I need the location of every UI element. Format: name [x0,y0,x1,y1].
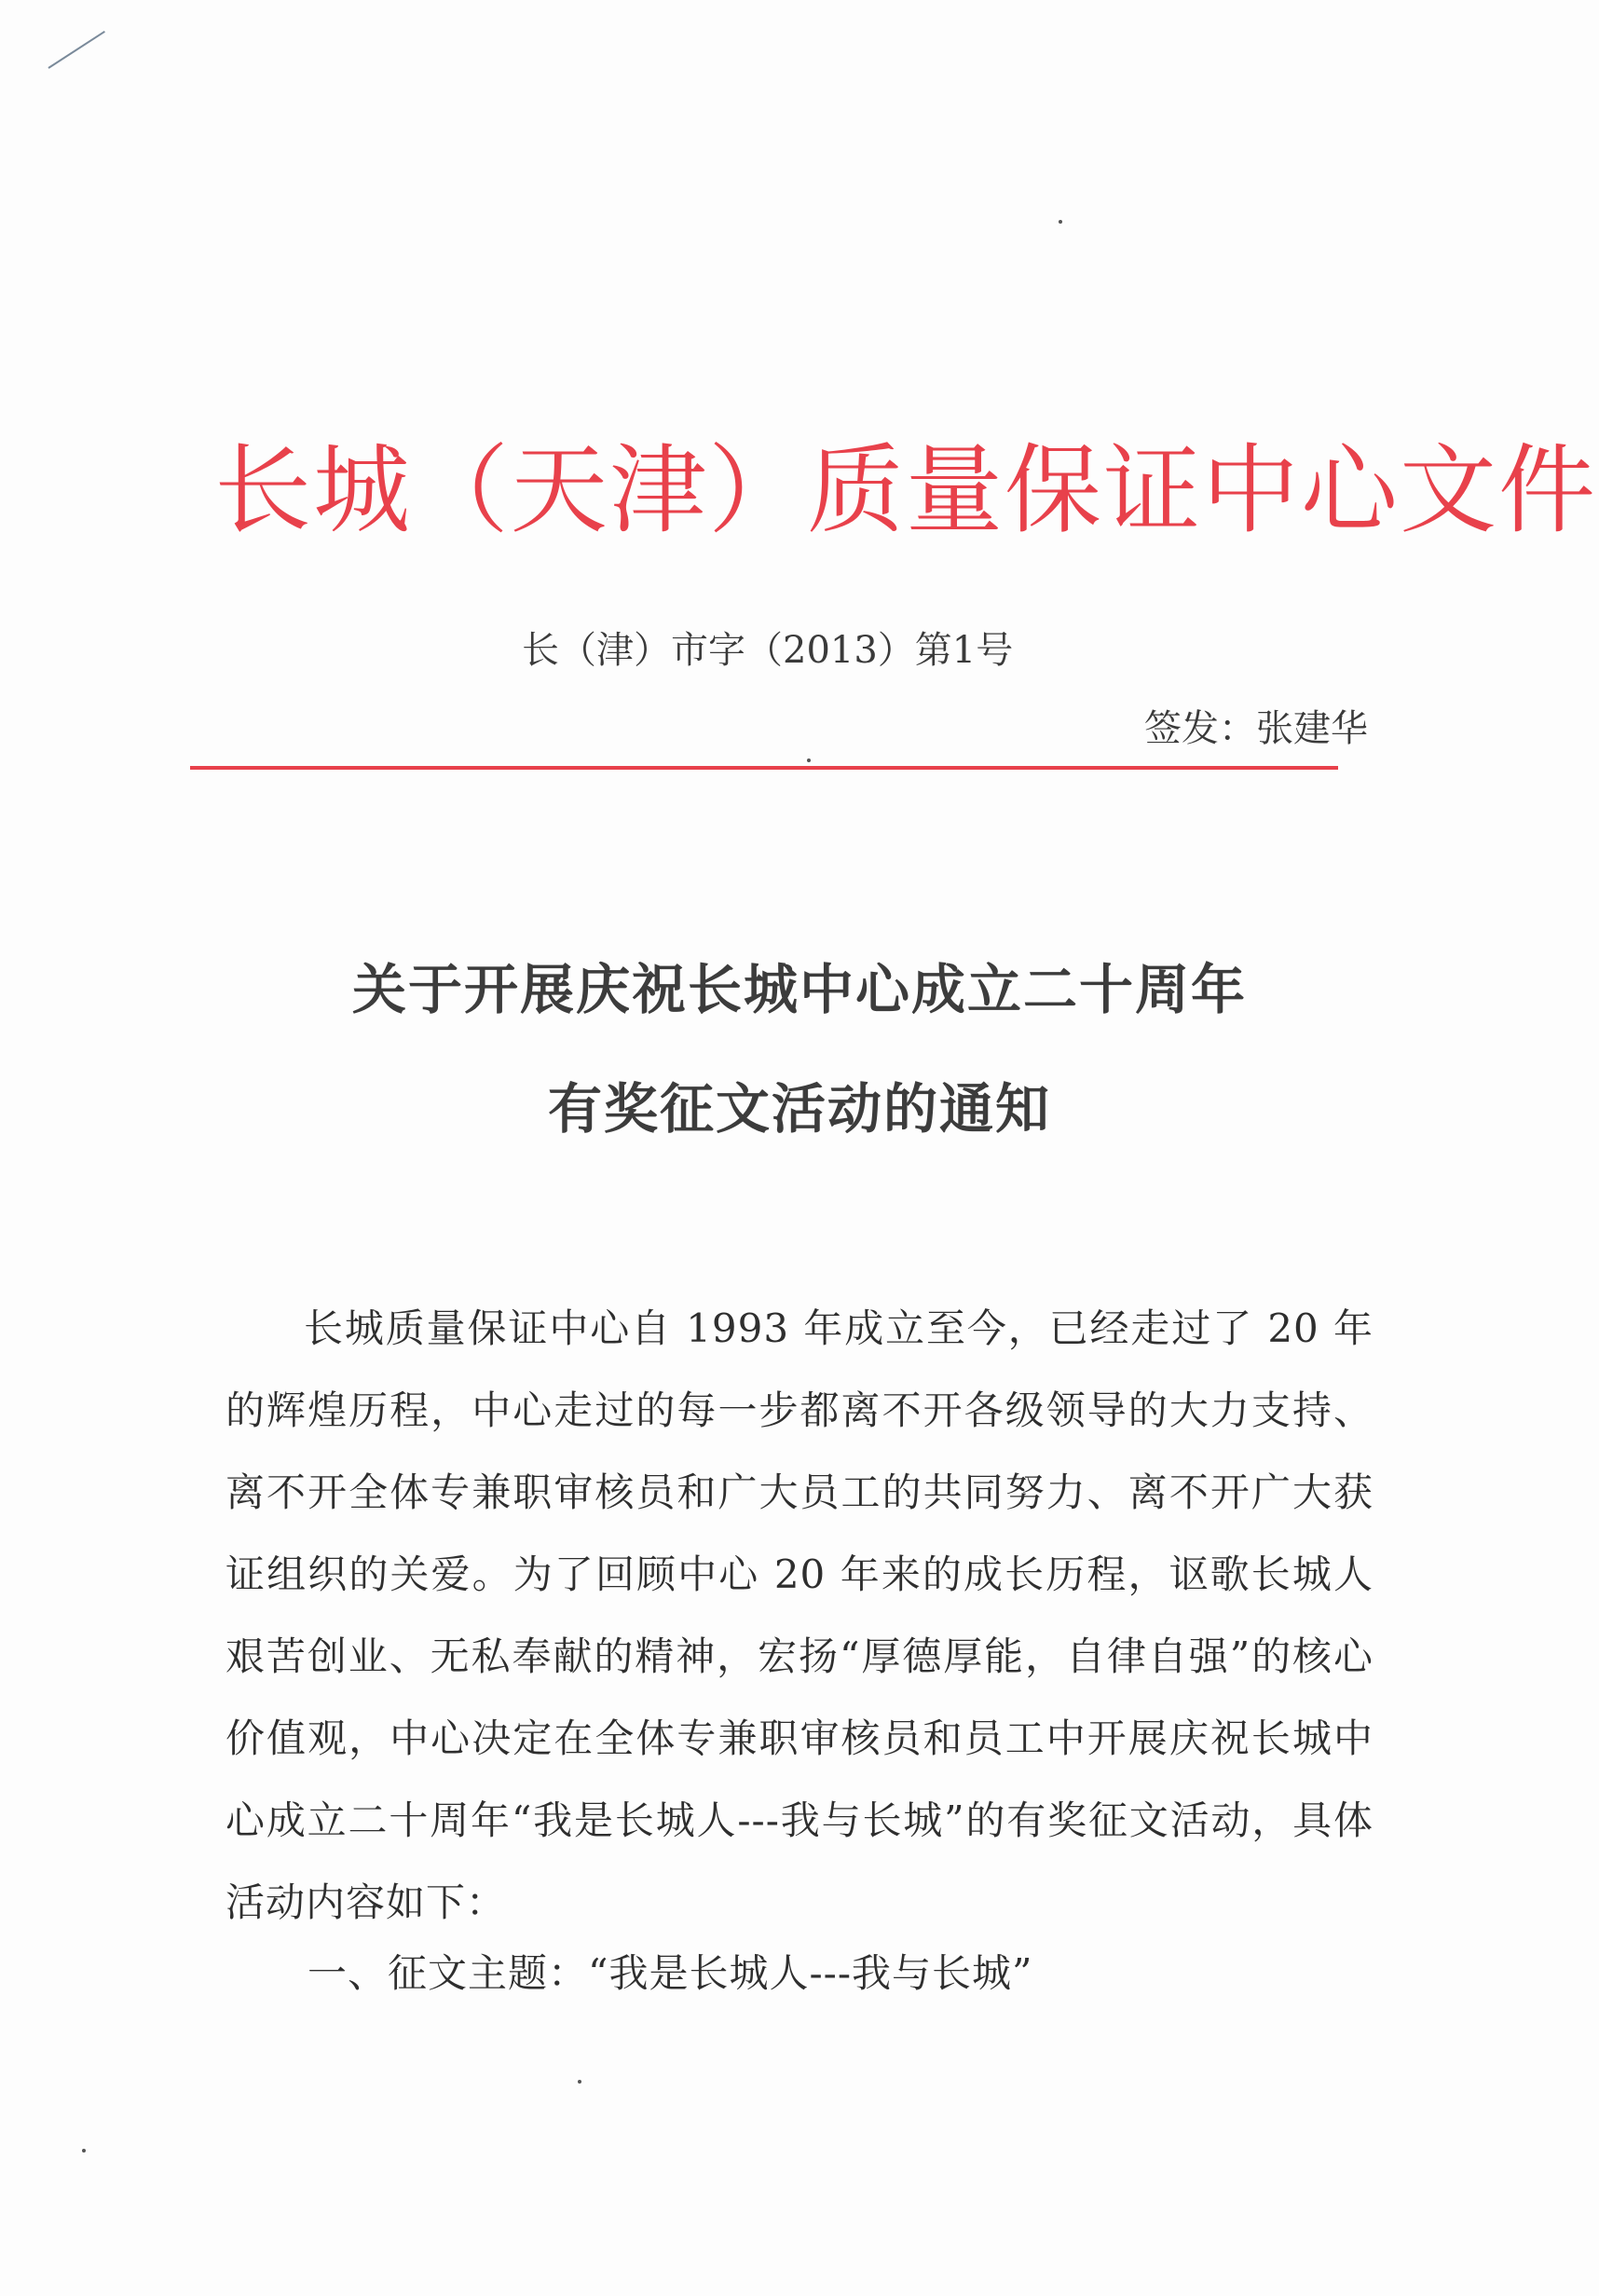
scan-speck [807,758,811,762]
issuing-organization-title: 长城（天津）质量保证中心文件 [214,433,1598,547]
notice-title-line-2: 有奖征文活动的通知 [547,1077,1051,1141]
red-header-divider [190,766,1338,770]
scan-pen-mark [48,31,104,69]
scan-speck [82,2149,86,2152]
body-paragraph: 长城质量保证中心自 1993 年成立至今，已经走过了 20 年的辉煌历程，中心走过的每一步都离不开各级领导的大力支持、离不开全体专兼职审核员和广大员工的共同努力、离不开广大获证组织的关爱。为了回顾中心 20 年来的成长历程，讴歌长城人艰苦创业、无私奉献的精神，宏扬“厚德厚能，自律自强”的核心价值观，中心决定在全体专兼职审核员和员工中开展庆祝长城中心成立二十周年“我是长城人---我与长城”的有奖征文活动，具体活动内容如下： [226,1305,1374,1925]
notice-body [226,1288,1374,1944]
signatory-line: 签发：张建华 [1144,707,1368,750]
scan-speck [578,2080,581,2084]
scan-speck [1059,220,1062,224]
document-number: 长（津）市字（2013）第1号 [522,629,1014,672]
notice-title-line-1: 关于开展庆祝长城中心成立二十周年 [351,958,1247,1021]
section-heading-theme: 一、征文主题：“我是长城人---我与长城” [308,1950,1033,1996]
